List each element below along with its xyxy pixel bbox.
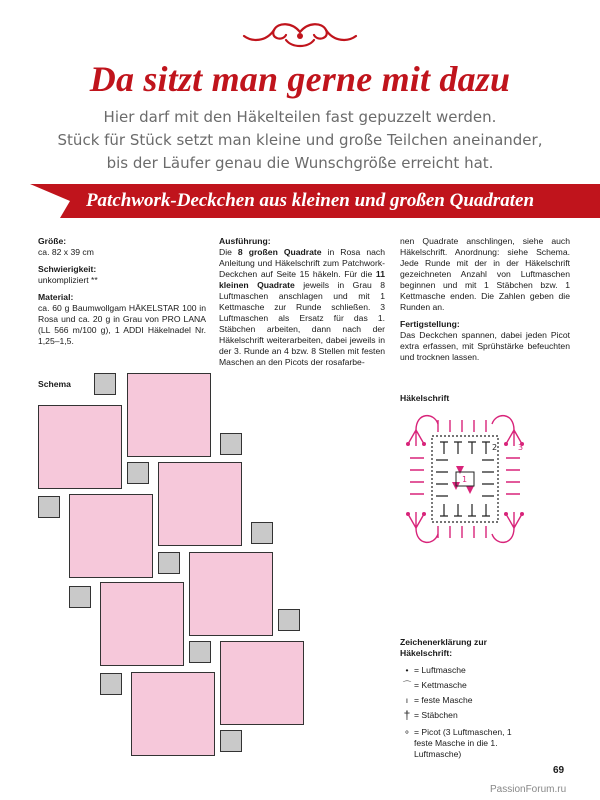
big-square [131,672,215,756]
legend-item [400,725,580,761]
execution-text: in Rosa nach Anleitung und Häkelschrift zum Patchwork-Deckchen auf Seite 15 häkeln. [219,247,385,279]
execution-text: jeweils in Grau 8 Luftmaschen anschlagen und mit 1 Kettmasche zur Runde schließen. 3 Luftmaschen als Ersatz für das 1. Stäbchen arbeiten, dann nach der Häkelschrift weiterarbeiten, dabei jeweils in der 3. Runde an 4 bzw. 8 Stellen mit festen Maschen an den Picots der rosafarbe- [219,280,385,367]
double-crochet-icon: † [403,708,411,722]
legend-text: = Kettmasche [414,680,467,690]
big-square [158,462,242,546]
legend [400,637,580,761]
material-text: ca. 60 g Baumwollgam HÄKELSTAR 100 in Rosa und ca. 20 g in Grau von PRO LANA (LL 566 m/100 g), 1 ADDI Häkelnadel Nr. 1,25–1,5. [38,303,206,346]
size-text: ca. 82 x 39 cm [38,247,94,257]
execution-bold: 8 großen Quadrate [237,247,322,257]
execution-text-cont: nen Quadrate anschlingen, siehe auch Häkelschrift. Anordnung: siehe Schema. Jede Runde mit der in der Häkelschrift gezeichneten Anzahl von Luftmaschen beginnen und mit 1 Stäbchen bzw. 1 Kettmasche enden. Die Zahlen geben die Runden an. [400,236,570,312]
schema-label: Schema [38,379,71,389]
small-square [158,552,180,574]
execution-heading: Ausführung: [219,236,271,246]
schema-diagram [38,370,278,760]
intro-line: Hier darf mit den Häkelteilen fast gepuzzelt werden. [103,108,497,126]
small-square [94,373,116,395]
difficulty-text: unkompliziert ** [38,275,98,285]
big-square [127,373,211,457]
small-square [38,496,60,518]
big-square [100,582,184,666]
round-label: 3 [518,443,524,452]
big-square [220,641,304,725]
chain-stitch-icon: • [405,665,409,675]
small-square [220,730,242,752]
small-square [100,673,122,695]
legend-item [400,663,580,678]
finishing-text: Das Deckchen spannen, dabei jeden Picot extra erfassen, mit Sprühstärke befeuchten und trocknen lassen. [400,330,570,362]
legend-text: = Picot (3 Luftmaschen, 1 feste Masche in die 1. Luftmasche) [414,727,512,759]
column-specs [38,236,206,353]
legend-text: = Luftmasche [414,665,466,675]
intro-line: Stück für Stück setzt man kleine und große Teilchen aneinander, [57,131,543,149]
finishing-heading: Fertigstellung: [400,319,460,329]
difficulty-heading: Schwierigkeit: [38,264,97,274]
watermark: PassionForum.ru [490,784,567,795]
legend-item [400,708,580,725]
legend-text: = feste Masche [414,695,473,705]
intro-text [20,106,580,175]
legend-text: = Stäbchen [414,710,458,720]
small-square [220,433,242,455]
page-number: 69 [553,765,565,776]
material-heading: Material: [38,292,74,302]
round-label: 1 [462,475,468,484]
execution-bold: 11 kleinen Quadrate [219,269,386,290]
picot-icon: ⚬ [403,727,411,737]
big-square [189,552,273,636]
column-finishing [400,236,570,369]
small-square [69,586,91,608]
execution-text: Die [219,247,238,257]
round-label: 2 [492,443,498,452]
size-heading: Größe: [38,236,67,246]
banner-title: Patchwork-Deckchen aus kleinen und großen Quadraten [85,190,535,211]
execution-text: Für die [344,269,376,279]
legend-item [400,693,580,708]
ornament-icon [240,18,360,52]
column-execution [219,236,385,368]
legend-item [400,678,580,693]
page-title: Da sitzt man gerne mit dazu [89,59,511,99]
slip-stitch-icon: ⌒ [402,680,412,690]
small-square [251,522,273,544]
crochet-chart-diagram [400,404,530,554]
single-crochet-icon: ı [405,695,409,705]
small-square [189,641,211,663]
small-square [278,609,300,631]
small-square [127,462,149,484]
diagram-label: Häkelschrift [400,393,450,403]
legend-title: Zeichenerklärung zur Häkelschrift: [400,637,487,658]
big-square [38,405,122,489]
big-square [69,494,153,578]
intro-line: bis der Läufer genau die Wunschgröße erreicht hat. [106,154,494,172]
